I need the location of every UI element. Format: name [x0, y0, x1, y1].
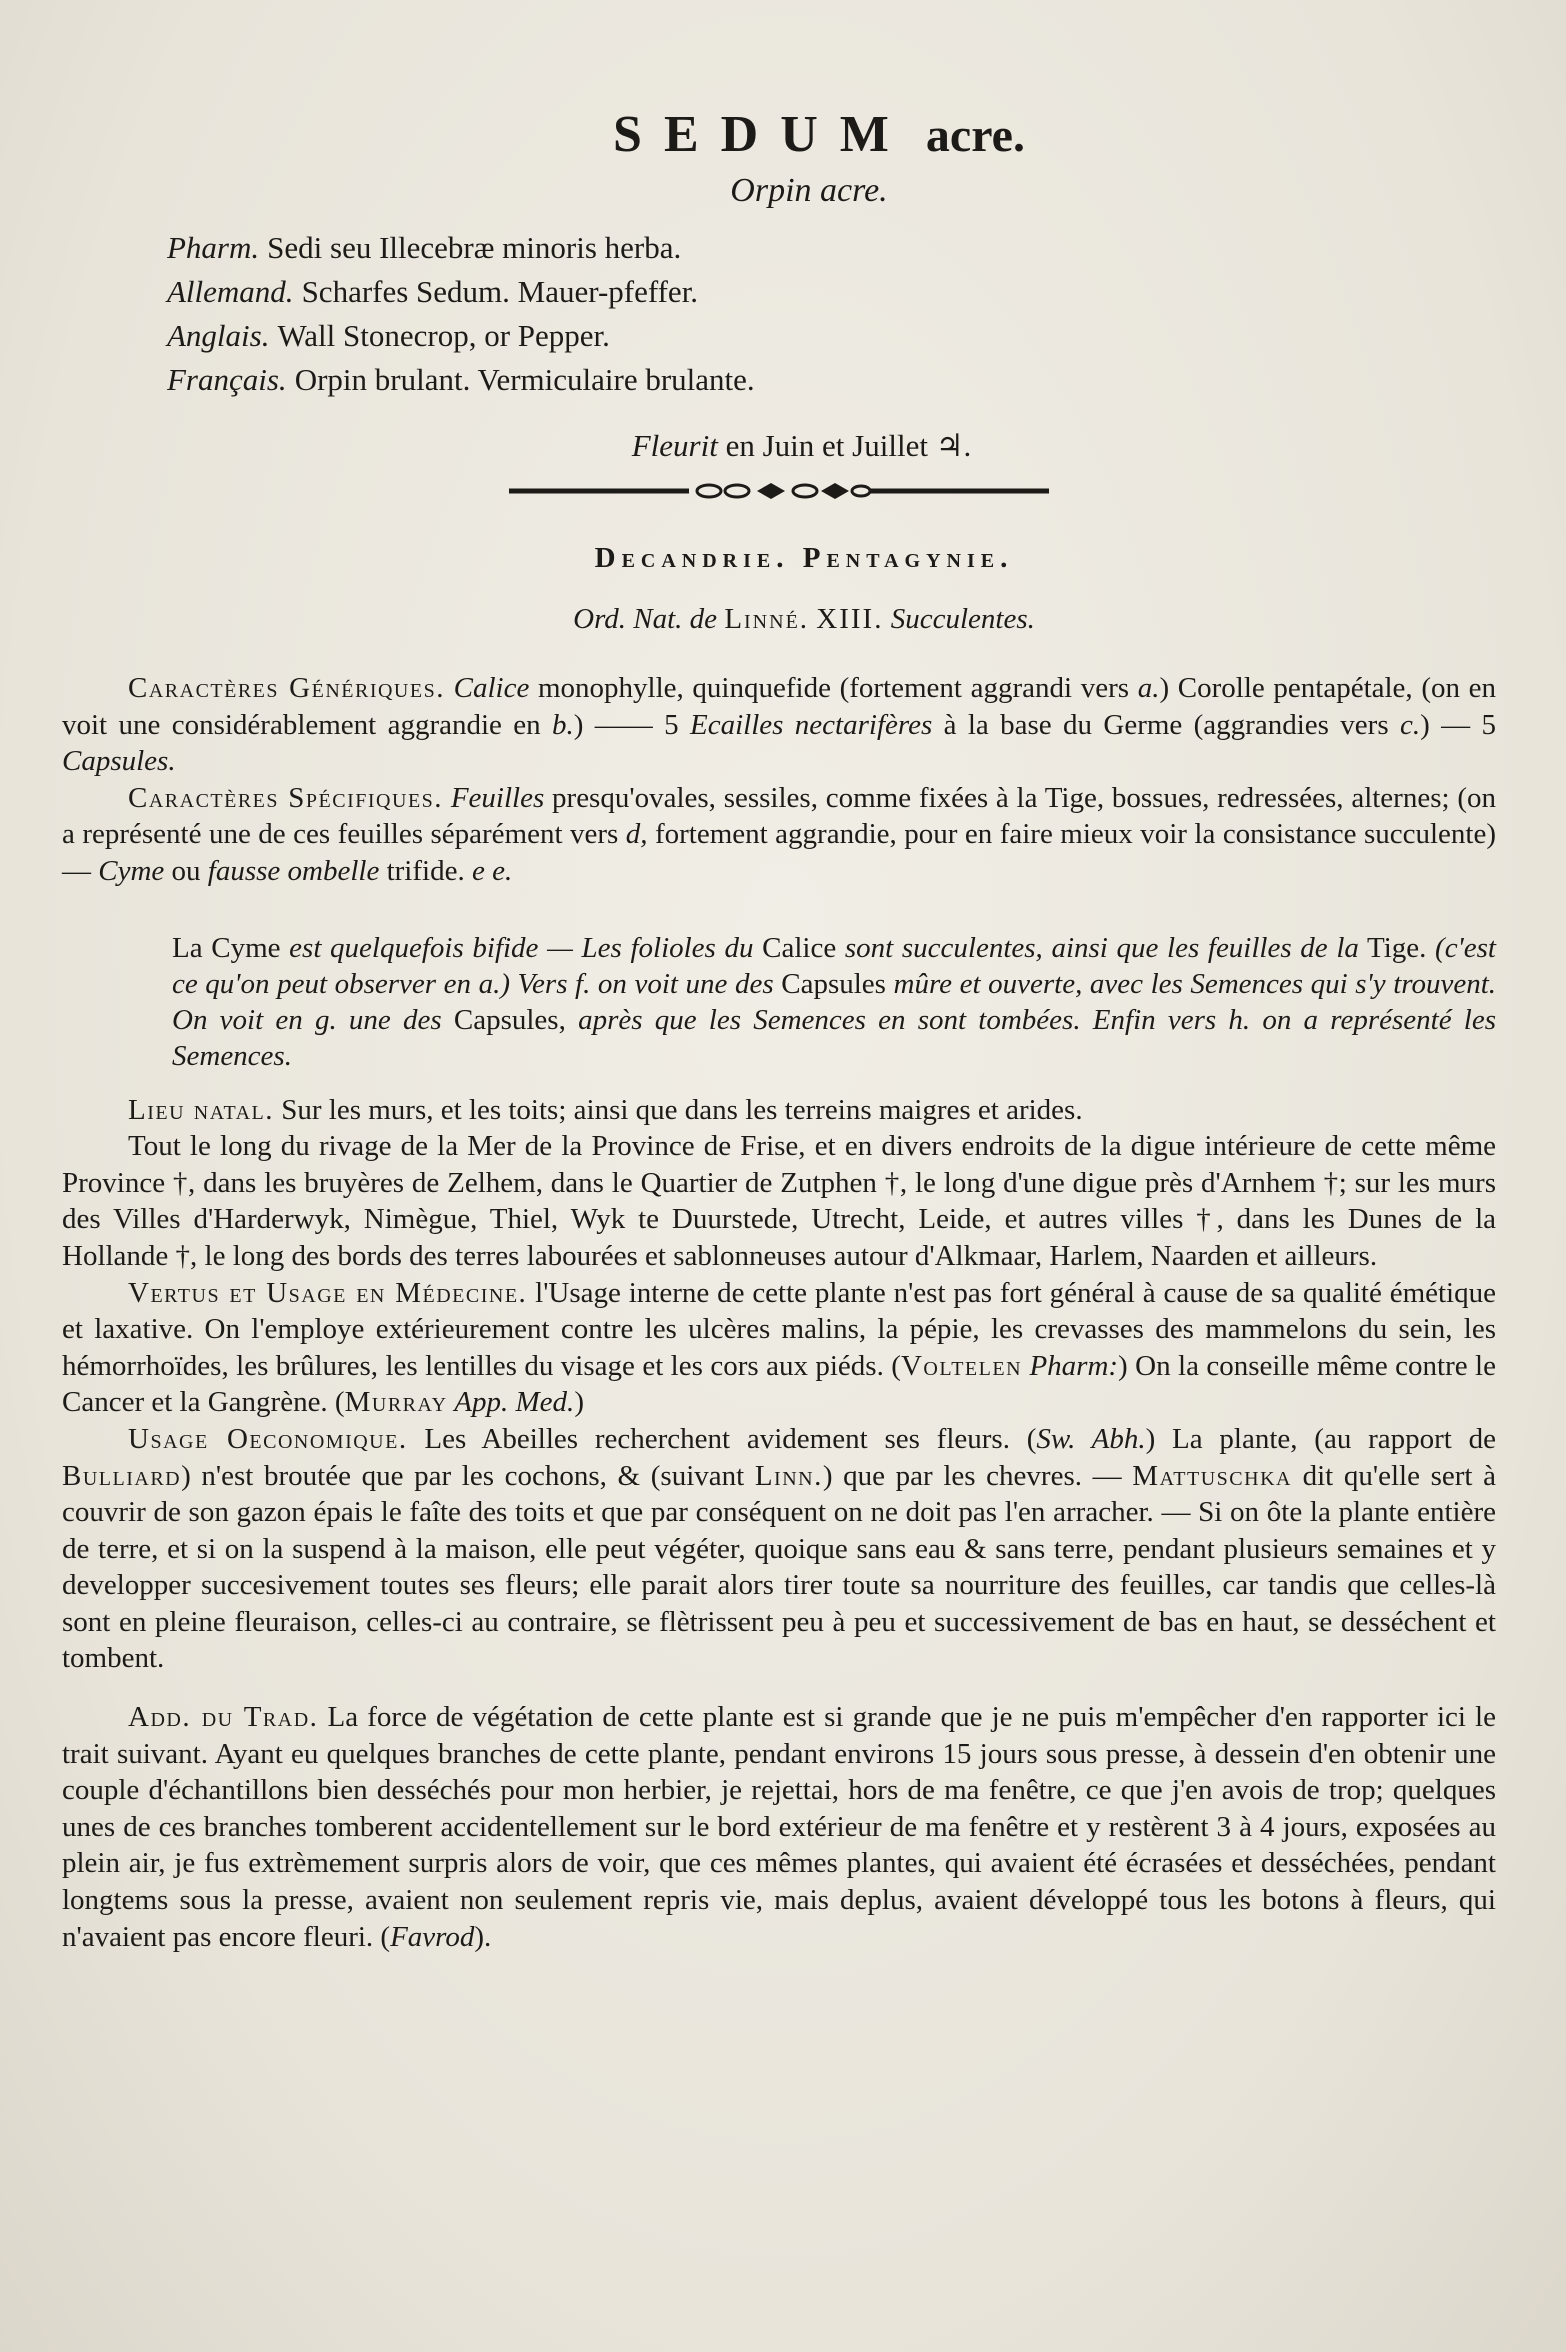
name-line-francais: Français. Orpin brulant. Vermiculaire brulante. [167, 362, 755, 397]
name-line-anglais: Anglais. Wall Stonecrop, or Pepper. [167, 318, 610, 353]
specific-characters: Caractères Spécifiques. Feuilles presqu'ovales, sessiles, comme fixées à la Tige, bossues, redressées, alternes; (on a représenté une de ces feuilles séparément vers d, fortement aggrandie, pour en faire mieux voir la consistance succulente) — Cyme ou fausse ombelle trifide. e e. [62, 781, 1496, 887]
section-gap [62, 1677, 1496, 1699]
economic-uses: Usage Oeconomique. Les Abeilles recherchent avidement ses fleurs. (Sw. Abh.) La plante, (au rapport de Bulliard) n'est broutée que par les cochons, & (suivant Linn.) que par les chevres. — Mattuschka dit qu'elle sert à couvrir de son gazon épais le faîte des toits et que par conséquent on ne doit pas l'en arracher. — Si on ôte la plante entière de terre, et si on la suspend à la maison, elle peut végéter, quoique sans eau & sans terre, pendant plusieurs semaines et y developper succesivement toutes ses fleurs; elle parait alors tirer toute sa nourriture des feuilles, car tandis que celles-là sont en pleine fleuraison, celles-ci au contraire, se flètrissent peu à peu et successivement de bas en haut, se desséchent et tombent. [62, 1422, 1497, 1675]
habitat-localities: Tout le long du rivage de la Mer de la Province de Frise, et en divers endroits de la digue intérieure de cette même Province †, dans les bruyères de Zelhem, dans le Quartier de Zutphen †, le long d'une digue près d'Arnhem †; sur les murs des Villes d'Harderwyk, Nimègue, Thiel, Wyk te Duurstede, Utrecht, Leide, et autres villes †, dans les Dunes de la Hollande †, le long des bords des terres labourées et sablonneuses autour d'Alkmaar, Harlem, Naarden et ailleurs. [62, 1130, 1496, 1272]
french-name: Orpin acre. [730, 172, 888, 209]
name-line-allemand: Allemand. Scharfes Sedum. Mauer-pfeffer. [167, 274, 699, 309]
class-heading: Decandrie. Pentagynie. [594, 542, 1014, 574]
translator-addition: Add. du Trad. La force de végétation de cette plante est si grande que je ne puis m'empêcher d'en rapporter ici le trait suivant. Ayant eu quelques branches de cette plante, pendant environs 15 jours sous presse, à dessein d'en obtenir une couple d'échantillons bien desséchés pour mon herbier, je rejettai, hors de ma fenêtre, ce que j'en avois de trop; quelques unes de ces branches tomberent accidentellement sur le bord extérieur de ma fenêtre et y restèrent 3 à 4 jours, exposées au plein air, je fus extrèmement surpris alors de voir, que ces mêmes plantes, qui avaient été écrasées et desséchées, pendant longtems sous la presse, avaient non seulement repris vie, mais deplus, avaient développé tous les botons à fleurs, qui n'avaient pas encore fleuri. (Favrod). [62, 1701, 1496, 1953]
vernacular-names [167, 226, 1496, 402]
figure-note [172, 930, 1496, 1074]
generic-characters: Caractères Génériques. Calice monophylle, quinquefide (fortement aggrandi vers a.) Corolle pentapétale, (on en voit une considérablement aggrandie en b.) —— 5 Ecailles nectarifères à la base du Germe (aggrandies vers c.) — 5 Capsules. [62, 672, 1497, 778]
habitat-heading-line: Lieu natal. Sur les murs, et les toits; ainsi que dans les terreins maigres et arides. [128, 1093, 1083, 1126]
species-title: acre. [925, 109, 1025, 162]
genus-title: SEDUM [613, 106, 911, 163]
natural-order: Ord. Nat. de Linné. XIII. Succulentes. [573, 603, 1035, 635]
ornament-divider [509, 478, 1049, 504]
medicinal-uses: Vertus et Usage en Médecine. l'Usage interne de cette plante n'est pas fort général à cause de sa qualité émétique et laxative. On l'employe extérieurement contre les ulcères malins, la pépie, les crevasses des mammelons du sein, les hémorrhoïdes, les brûlures, les lentilles du visage et les cors aux piéds. (Voltelen Pharm:) On la conseille même contre le Cancer et la Gangrène. (Murray App. Med.) [62, 1276, 1496, 1419]
flowering-period: Fleurit en Juin et Juillet ♃. [631, 428, 972, 463]
name-line-pharm: Pharm. Sedi seu Illecebræ minoris herba. [167, 230, 682, 265]
title-row [142, 105, 1496, 164]
figure-note-text: La Cyme est quelquefois bifide — Les folioles du Calice sont succulentes, ainsi que les feuilles de la Tige. (c'est ce qu'on peut observer en a.) Vers f. on voit une des Capsules mûre et ouverte, avec les Semences qui s'y trouvent. On voit en g. une des Capsules, après que les Semences en sont tombées. Enfin vers h. on a représenté les Semences. [172, 931, 1497, 1072]
